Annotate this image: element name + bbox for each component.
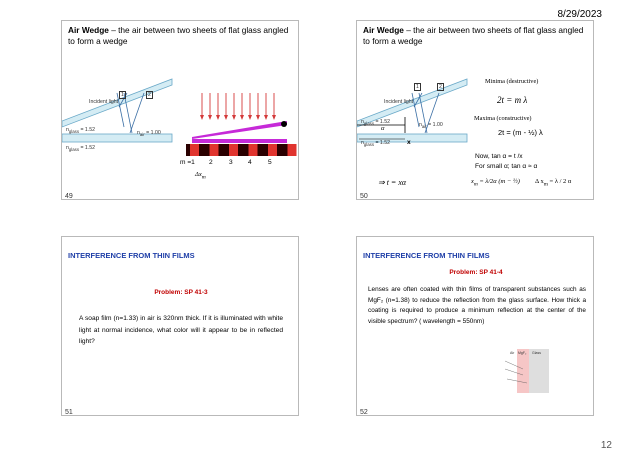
n-glass-bottom-label: $n_{glass} = 1.52$ <box>361 140 391 148</box>
incident-arrow-head <box>264 115 268 120</box>
title-bold: Air Wedge <box>68 25 109 35</box>
slide-52 <box>356 236 594 416</box>
air-wedge-diagram <box>62 21 299 200</box>
n-glass-top-label: $n_{glass} = 1.52$ <box>361 119 391 127</box>
incident-light-label: Incident light <box>89 99 119 105</box>
slide-number: 51 <box>65 409 73 416</box>
coating-figure <box>357 237 594 416</box>
fig-label-glass: Glass <box>532 351 541 355</box>
problem-label: Problem: SP 41-3 <box>154 289 208 296</box>
bright-fringe <box>210 144 219 156</box>
incident-arrow-head <box>200 115 204 120</box>
incident-arrow-head <box>208 115 212 120</box>
slide-51 <box>61 236 299 416</box>
ray-2-label: 2 <box>148 92 151 98</box>
slide-number: 50 <box>360 193 368 200</box>
delta-xm-equation: Δ $x_m = \lambda / 2$ α <box>535 178 572 188</box>
n-air-label: $n_{air} = 1.00$ <box>137 130 161 138</box>
incident-arrow-head <box>216 115 220 120</box>
slide-header: INTERFERENCE FROM THIN FILMS <box>68 251 195 260</box>
problem-label: Problem: SP 41-4 <box>449 269 503 276</box>
fringe-label-2: 2 <box>209 159 213 166</box>
maxima-equation: 2t = (m - ½) λ <box>498 128 543 137</box>
bright-fringe <box>229 144 238 156</box>
fringe-label-4: 4 <box>248 159 252 166</box>
incident-arrow-head <box>224 115 228 120</box>
slide-number: 49 <box>65 193 73 200</box>
minima-equation: 2t = m λ <box>497 95 528 105</box>
problem-text: Lenses are often coated with thin films of transparent substances such as MgF₂ (n=1.38) to reduce the reflection from the glass surface. How thick a coating is required to produce a minimum reflection at the center of the visible spectrum? ( wavelength = 550nm) <box>368 286 586 325</box>
title-rest: – the air between two sheets of flat glass angled to form a wedge <box>68 25 289 46</box>
ray-1-label: 1 <box>121 92 124 98</box>
incident-arrow-head <box>248 115 252 120</box>
result-equation: ⇒ t = xα <box>378 178 407 187</box>
delta-x-label: $\Delta x_m$ <box>195 171 206 181</box>
fig-label-mgf2: MgF₂ <box>518 351 527 355</box>
bright-fringe <box>249 144 258 156</box>
x-label: x <box>407 139 411 146</box>
ray-1-label: 1 <box>416 84 419 90</box>
fringe-label-1: m =1 <box>180 159 195 166</box>
bright-fringe <box>268 144 277 156</box>
minima-label: Minima (destructive) <box>485 78 539 85</box>
bright-fringe <box>190 144 199 156</box>
alpha-label: α <box>381 125 385 132</box>
fig-label-air: Air <box>510 351 515 355</box>
slide-header: INTERFERENCE FROM THIN FILMS <box>363 251 490 260</box>
incident-arrow-head <box>240 115 244 120</box>
ray-2-label: 2 <box>439 84 442 90</box>
fringe-label-3: 3 <box>229 159 233 166</box>
n-glass-top-label: $n_{glass} = 1.52$ <box>66 127 96 135</box>
slide-50 <box>356 20 594 200</box>
fringe-label-5: 5 <box>268 159 272 166</box>
maxima-label: Maxima (constructive) <box>474 115 532 122</box>
n-air-label: $n_{air} = 1.00$ <box>419 122 443 130</box>
slide-49 <box>61 20 299 200</box>
air-wedge-diagram <box>357 21 594 200</box>
problem-text: A soap film (n=1.33) in air is 320nm thick. If it is illuminated with white light at normal incidence, what color will it appear to be in reflected light? <box>79 315 283 345</box>
title-bold: Air Wedge <box>363 25 404 35</box>
incident-arrow-head <box>272 115 276 120</box>
title-rest: – the air between two sheets of flat glass angled to form a wedge <box>363 25 584 46</box>
print-date: 8/29/2023 <box>557 9 602 20</box>
small-angle-line: For small α; tan α ≈ α <box>475 163 538 170</box>
bright-fringe <box>288 144 297 156</box>
n-glass-bottom-label: $n_{glass} = 1.52$ <box>66 145 96 153</box>
slide-number: 52 <box>360 409 368 416</box>
incident-arrow-head <box>232 115 236 120</box>
xm-equation: $x_m = \lambda/2\alpha$ (m − ½) <box>471 178 520 188</box>
incident-arrow-head <box>256 115 260 120</box>
tan-alpha-line: Now, tan α = t /x <box>475 153 523 160</box>
page-number: 12 <box>600 440 612 451</box>
incident-light-label: Incident light <box>384 99 414 105</box>
